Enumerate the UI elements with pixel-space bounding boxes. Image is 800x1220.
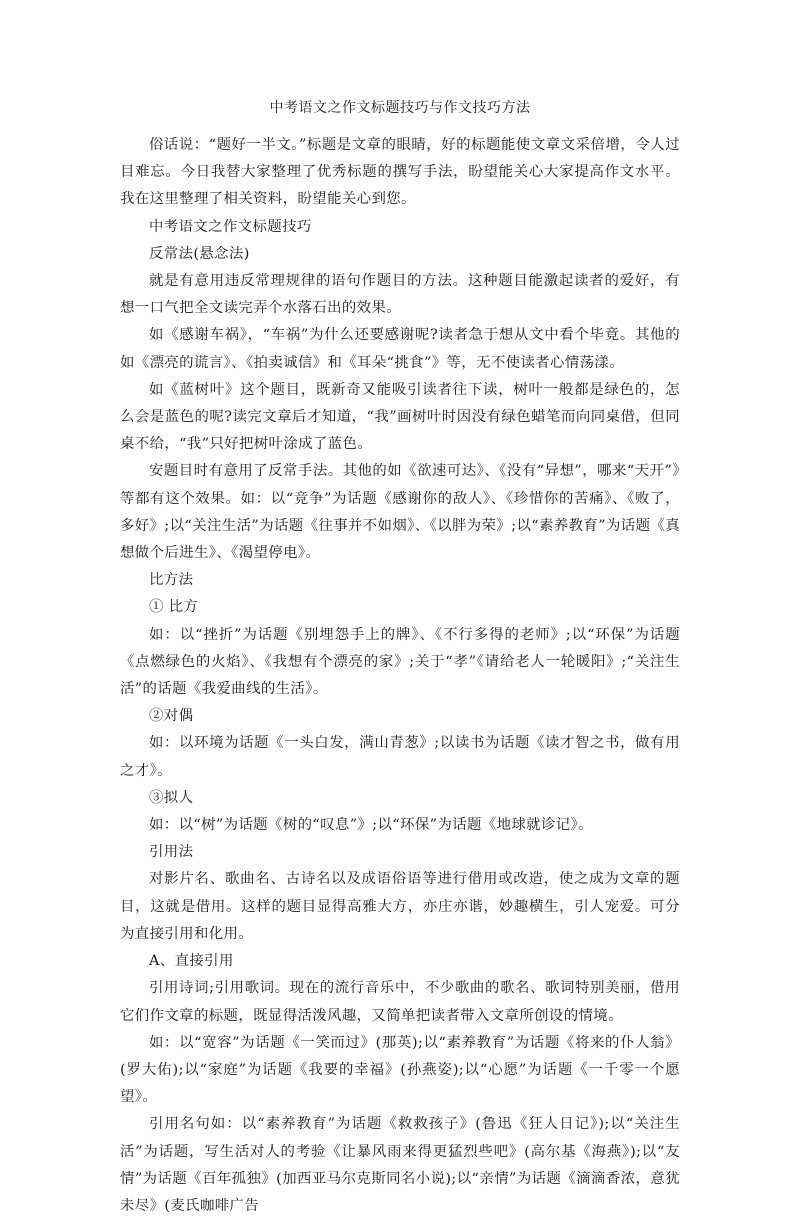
document-body xyxy=(120,132,680,1220)
body-paragraph: 对影片名、歌曲名、古诗名以及成语俗语等进行借用或改造，使之成为文章的题目，这就是借用。这样的题目显得高雅大方，亦庄亦谐，妙趣横生，引人宠爱。可分为直接引用和化用。 xyxy=(120,871,680,942)
body-paragraph: 如：以“树”为话题《树的“叹息”》;以“环保”为话题《地球就诊记》。 xyxy=(149,817,593,834)
body-paragraph: 如：以“挫折”为话题《别埋怨手上的牌》、《不行多得的老师》;以“环保”为话题《点燃绿色的火焰》、《我想有个漂亮的家》;关于“孝”《请给老人一轮暖阳》;“关注生活”的话题《我爱曲线的生活》。 xyxy=(120,626,680,698)
body-paragraph: 如：以“宽容”为话题《一笑而过》(那英);以“素养教育”为话题《将来的仆人翁》(罗大佑);以“家庭”为话题《我要的幸福》(孙燕姿);以“心愿”为话题《一千零一个愿望》。 xyxy=(120,1034,680,1106)
section-heading: 中考语文之作文标题技巧 xyxy=(149,218,312,235)
body-paragraph: 如《感谢车祸》，“车祸”为什么还要感谢呢?读者急于想从文中看个毕竟。其他的如《漂亮的谎言》、《拍卖诚信》和《耳朵“挑食”》等，无不使读者心情荡漾。 xyxy=(120,327,680,371)
body-paragraph: 引用名句如：以“素养教育”为话题《救救孩子》(鲁迅《狂人日记》);以“关注生活”为话题，写生活对人的考验《让暴风雨来得更猛烈些吧》(高尔基《海燕》);以“友情”为话题《百年孤独》(加西亚马尔克斯同名小说);以“亲情”为话题《滴滴香浓，意犹未尽》(麦氏咖啡广告 xyxy=(120,1116,680,1214)
body-paragraph: 引用诗词;引用歌词。现在的流行音乐中，不少歌曲的歌名、歌词特别美丽，借用它们作文章的标题，既显得活泼风趣，又简单把读者带入文章所创设的情境。 xyxy=(120,980,680,1024)
subsection-heading: 反常法(悬念法) xyxy=(149,245,250,262)
subsection-heading: 引用法 xyxy=(149,844,194,861)
subsection-heading: 比方法 xyxy=(149,572,194,589)
list-heading: ① 比方 xyxy=(149,599,199,616)
body-paragraph: 如《蓝树叶》这个题目，既新奇又能吸引读者往下读，树叶一般都是绿色的，怎么会是蓝色的呢?读完文章后才知道，“我”画树叶时因没有绿色蜡笔而向同桌借，但同桌不给，“我”只好把树叶涂成了蓝色。 xyxy=(120,381,680,453)
body-paragraph: 如：以环境为话题《一头白发，满山青葱》;以读书为话题《读才智之书，做有用之才》。 xyxy=(120,735,680,779)
list-heading: ②对偶 xyxy=(149,708,194,725)
subsection-heading: A、直接引用 xyxy=(149,953,234,970)
document-title: 中考语文之作文标题技巧与作文技巧方法 xyxy=(269,100,531,116)
intro-paragraph: 俗话说：“题好一半文。”标题是文章的眼睛，好的标题能使文章文采倍增，令人过目难忘。今日我替大家整理了优秀标题的撰写手法，盼望能关心大家提高作文水平。我在这里整理了相关资料，盼望能关心到您。 xyxy=(120,137,680,208)
body-paragraph: 就是有意用违反常理规律的语句作题目的方法。这种题目能激起读者的爱好，有想一口气把全文读完弄个水落石出的效果。 xyxy=(120,273,680,317)
body-paragraph: 安题目时有意用了反常手法。其他的如《欲速可达》、《没有“异想”，哪来“天开”》等都有这个效果。如：以“竞争”为话题《感谢你的敌人》、《珍惜你的苦痛》、《败了，多好》;以“关注生活”为话题《往事并不如烟》、《以胖为荣》;以“素养教育”为话题《真想做个后进生》、《渴望停电》。 xyxy=(120,463,680,562)
list-heading: ③拟人 xyxy=(149,789,194,806)
